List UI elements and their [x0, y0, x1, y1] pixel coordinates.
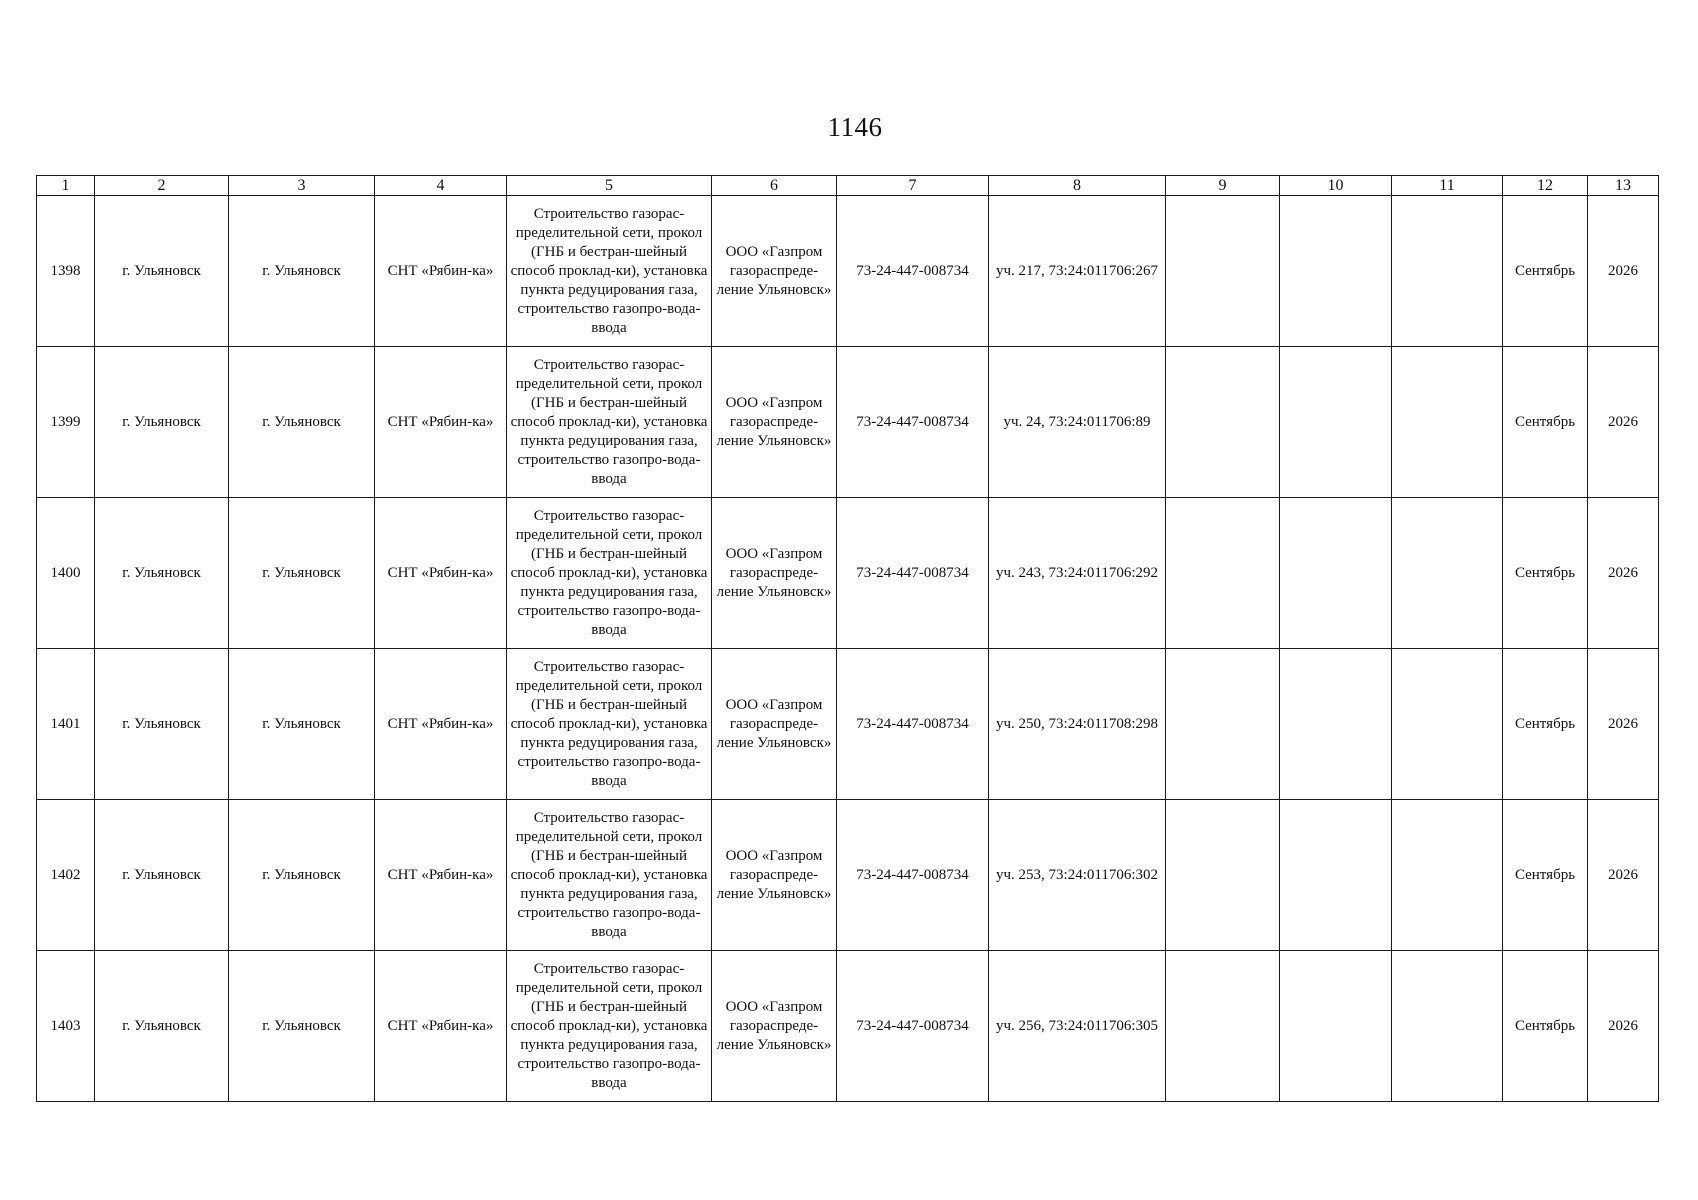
empty-cell	[1166, 649, 1280, 800]
object-code-cell: 73-24-447-008734	[837, 498, 989, 649]
row-number: 1401	[37, 649, 95, 800]
empty-cell	[1280, 951, 1392, 1102]
work-description-cell: Строительство газорас-пределительной сети, прокол (ГНБ и бестран-шейный способ проклад-ки), установка пункта редуцирования газа, строительство газопро-вода-ввода	[507, 951, 712, 1102]
column-number: 4	[375, 176, 507, 196]
plot-cadastral-cell: уч. 253, 73:24:011706:302	[989, 800, 1166, 951]
empty-cell	[1166, 347, 1280, 498]
object-code-cell: 73-24-447-008734	[837, 196, 989, 347]
row-number: 1399	[37, 347, 95, 498]
settlement-cell: СНТ «Рябин-ка»	[375, 498, 507, 649]
register-table	[36, 175, 1659, 1102]
locality-cell: г. Ульяновск	[229, 347, 375, 498]
locality-cell: г. Ульяновск	[229, 951, 375, 1102]
column-number: 10	[1280, 176, 1392, 196]
plot-cadastral-cell: уч. 217, 73:24:011706:267	[989, 196, 1166, 347]
empty-cell	[1166, 800, 1280, 951]
settlement-cell: СНТ «Рябин-ка»	[375, 347, 507, 498]
district-cell: г. Ульяновск	[95, 649, 229, 800]
column-number: 13	[1588, 176, 1659, 196]
month-cell: Сентябрь	[1503, 196, 1588, 347]
column-number: 9	[1166, 176, 1280, 196]
table-row	[37, 347, 1659, 498]
work-description-cell: Строительство газорас-пределительной сети, прокол (ГНБ и бестран-шейный способ проклад-ки), установка пункта редуцирования газа, строительство газопро-вода-ввода	[507, 800, 712, 951]
empty-cell	[1392, 498, 1503, 649]
organization-cell: ООО «Газпром газораспреде-ление Ульяновск»	[712, 347, 837, 498]
month-cell: Сентябрь	[1503, 951, 1588, 1102]
plot-cadastral-cell: уч. 256, 73:24:011706:305	[989, 951, 1166, 1102]
district-cell: г. Ульяновск	[95, 800, 229, 951]
organization-cell: ООО «Газпром газораспреде-ление Ульяновск»	[712, 951, 837, 1102]
year-cell: 2026	[1588, 347, 1659, 498]
column-number: 3	[229, 176, 375, 196]
row-number: 1400	[37, 498, 95, 649]
year-cell: 2026	[1588, 951, 1659, 1102]
empty-cell	[1392, 800, 1503, 951]
empty-cell	[1280, 649, 1392, 800]
empty-cell	[1166, 951, 1280, 1102]
empty-cell	[1392, 347, 1503, 498]
empty-cell	[1392, 196, 1503, 347]
year-cell: 2026	[1588, 649, 1659, 800]
empty-cell	[1166, 498, 1280, 649]
empty-cell	[1392, 951, 1503, 1102]
district-cell: г. Ульяновск	[95, 196, 229, 347]
organization-cell: ООО «Газпром газораспреде-ление Ульяновск»	[712, 196, 837, 347]
month-cell: Сентябрь	[1503, 800, 1588, 951]
organization-cell: ООО «Газпром газораспреде-ление Ульяновск»	[712, 498, 837, 649]
column-number: 11	[1392, 176, 1503, 196]
month-cell: Сентябрь	[1503, 498, 1588, 649]
locality-cell: г. Ульяновск	[229, 498, 375, 649]
locality-cell: г. Ульяновск	[229, 649, 375, 800]
column-number: 8	[989, 176, 1166, 196]
column-number: 6	[712, 176, 837, 196]
month-cell: Сентябрь	[1503, 649, 1588, 800]
table-row	[37, 951, 1659, 1102]
table-row	[37, 800, 1659, 951]
object-code-cell: 73-24-447-008734	[837, 347, 989, 498]
settlement-cell: СНТ «Рябин-ка»	[375, 800, 507, 951]
object-code-cell: 73-24-447-008734	[837, 951, 989, 1102]
district-cell: г. Ульяновск	[95, 347, 229, 498]
row-number: 1398	[37, 196, 95, 347]
empty-cell	[1280, 498, 1392, 649]
empty-cell	[1280, 196, 1392, 347]
column-number: 5	[507, 176, 712, 196]
month-cell: Сентябрь	[1503, 347, 1588, 498]
work-description-cell: Строительство газорас-пределительной сети, прокол (ГНБ и бестран-шейный способ проклад-ки), установка пункта редуцирования газа, строительство газопро-вода-ввода	[507, 498, 712, 649]
plot-cadastral-cell: уч. 243, 73:24:011706:292	[989, 498, 1166, 649]
object-code-cell: 73-24-447-008734	[837, 649, 989, 800]
column-number: 2	[95, 176, 229, 196]
settlement-cell: СНТ «Рябин-ка»	[375, 951, 507, 1102]
organization-cell: ООО «Газпром газораспреде-ление Ульяновск»	[712, 800, 837, 951]
year-cell: 2026	[1588, 196, 1659, 347]
page-number: 1146	[827, 112, 883, 142]
work-description-cell: Строительство газорас-пределительной сети, прокол (ГНБ и бестран-шейный способ проклад-ки), установка пункта редуцирования газа, строительство газопро-вода-ввода	[507, 196, 712, 347]
plot-cadastral-cell: уч. 24, 73:24:011706:89	[989, 347, 1166, 498]
column-number: 12	[1503, 176, 1588, 196]
locality-cell: г. Ульяновск	[229, 800, 375, 951]
district-cell: г. Ульяновск	[95, 951, 229, 1102]
empty-cell	[1280, 347, 1392, 498]
settlement-cell: СНТ «Рябин-ка»	[375, 196, 507, 347]
row-number: 1402	[37, 800, 95, 951]
column-number: 7	[837, 176, 989, 196]
column-number-row	[37, 176, 1659, 196]
settlement-cell: СНТ «Рябин-ка»	[375, 649, 507, 800]
locality-cell: г. Ульяновск	[229, 196, 375, 347]
organization-cell: ООО «Газпром газораспреде-ление Ульяновск»	[712, 649, 837, 800]
work-description-cell: Строительство газорас-пределительной сети, прокол (ГНБ и бестран-шейный способ проклад-ки), установка пункта редуцирования газа, строительство газопро-вода-ввода	[507, 649, 712, 800]
work-description-cell: Строительство газорас-пределительной сети, прокол (ГНБ и бестран-шейный способ проклад-ки), установка пункта редуцирования газа, строительство газопро-вода-ввода	[507, 347, 712, 498]
table-row	[37, 649, 1659, 800]
year-cell: 2026	[1588, 498, 1659, 649]
district-cell: г. Ульяновск	[95, 498, 229, 649]
column-number: 1	[37, 176, 95, 196]
table-row	[37, 196, 1659, 347]
year-cell: 2026	[1588, 800, 1659, 951]
object-code-cell: 73-24-447-008734	[837, 800, 989, 951]
empty-cell	[1392, 649, 1503, 800]
plot-cadastral-cell: уч. 250, 73:24:011708:298	[989, 649, 1166, 800]
empty-cell	[1280, 800, 1392, 951]
empty-cell	[1166, 196, 1280, 347]
row-number: 1403	[37, 951, 95, 1102]
table-row	[37, 498, 1659, 649]
